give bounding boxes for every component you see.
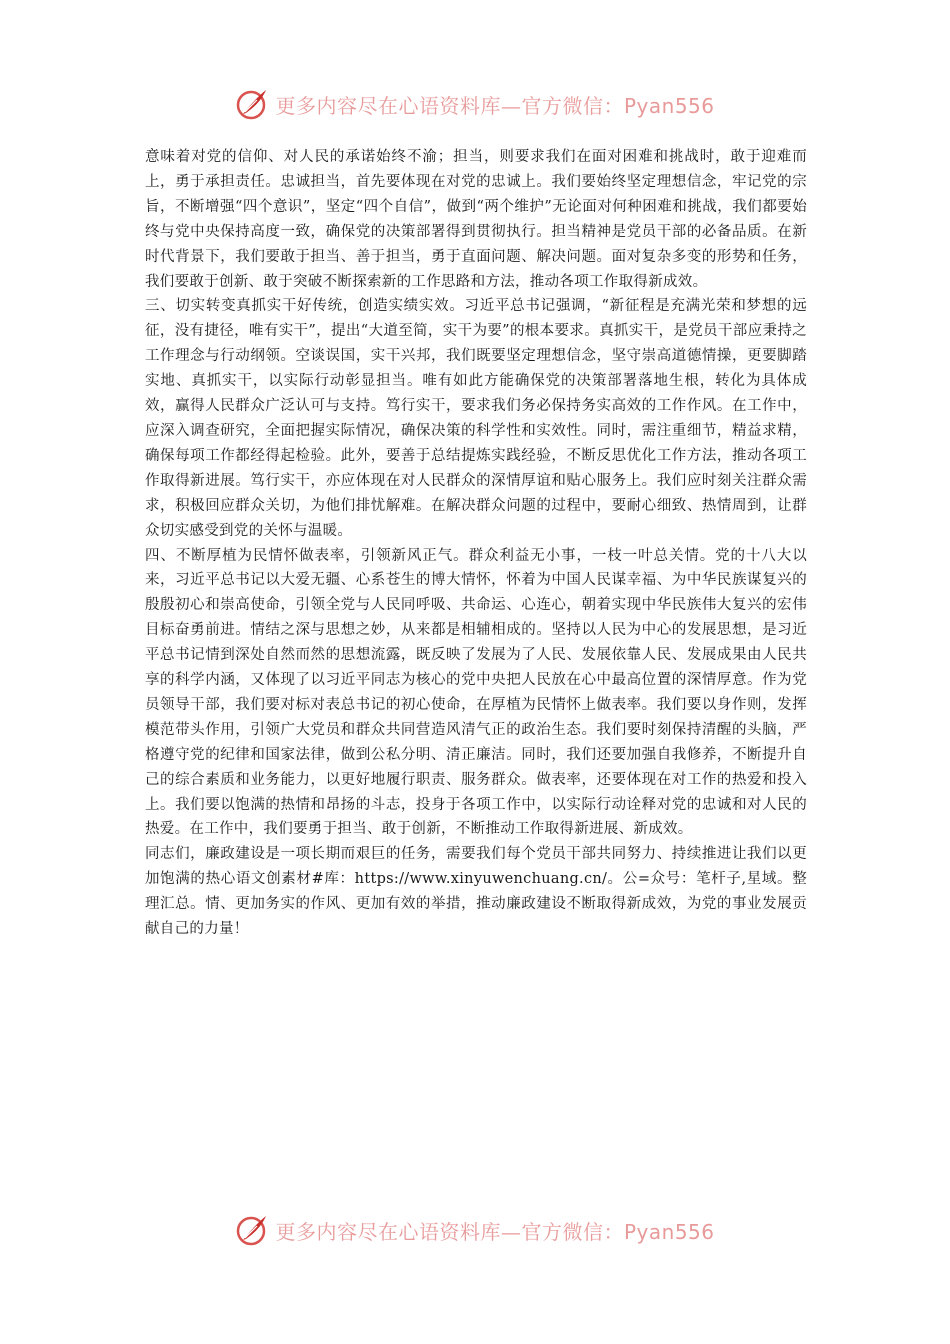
watermark-text bbox=[275, 1216, 714, 1245]
watermark-label: 更多内容尽在心语资料库—官方微信： bbox=[275, 93, 624, 118]
paragraph-section-three: 三、切实转变真抓实干好传统，创造实绩实效。习近平总书记强调，“新征程是充满光荣和梦想的远征，没有捷径，唯有实干”，提出“大道至简，实干为要”的根本要求。真抓实干，是党员干部应秉持之工作理念与行动纲领。空谈误国，实干兴邦，我们既要坚定理想信念，坚守崇高道德情操，更要脚踏实地、真抓实干，以实际行动彰显担当。唯有如此方能确保党的决策部署落地生根，转化为具体成效，赢得人民群众广泛认可与支持。笃行实干，要求我们务必保持务实高效的工作作风。在工作中，应深入调查研究，全面把握实际情况，确保决策的科学性和实效性。同时，需注重细节，精益求精，确保每项工作都经得起检验。此外，要善于总结提炼实践经验，不断反思优化工作方法，推动各项工作取得新进展。笃行实干，亦应体现在对人民群众的深情厚谊和贴心服务上。我们应时刻关注群众需求，积极回应群众关切，为他们排忧解难。在解决群众问题的过程中，要耐心细致、热情周到，让群众切实感受到党的关怀与温暖。 bbox=[145, 298, 807, 539]
footer-watermark bbox=[0, 1210, 950, 1250]
document-body bbox=[145, 145, 807, 942]
watermark-text bbox=[275, 90, 714, 119]
paragraph-section-four: 四、不断厚植为民情怀做表率，引领新风正气。群众利益无小事，一枝一叶总关情。党的十八大以来，习近平总书记以大爱无疆、心系苍生的博大情怀，怀着为中国人民谋幸福、为中华民族谋复兴的殷殷初心和崇高使命，引领全党与人民同呼吸、共命运、心连心，朝着实现中华民族伟大复兴的宏伟目标奋勇前进。情结之深与思想之妙，从来都是相辅相成的。坚持以人民为中心的发展思想，是习近平总书记情到深处自然而然的思想流露，既反映了发展为了人民、发展依靠人民、发展成果由人民共享的科学内涵，又体现了以习近平同志为核心的党中央把人民放在心中最高位置的深情厚意。作为党员领导干部，我们要对标对表总书记的初心使命，在厚植为民情怀上做表率。我们要以身作则，发挥模范带头作用，引领广大党员和群众共同营造风清气正的政治生态。我们要时刻保持清醒的头脑，严格遵守党的纪律和国家法律，做到公私分明、清正廉洁。同时，我们还要加强自我修养，不断提升自己的综合素质和业务能力，以更好地履行职责、服务群众。做表率，还要体现在对工作的热爱和投入上。我们要以饱满的热情和昂扬的斗志，投身于各项工作中，以实际行动诠释对党的忠诚和对人民的热爱。在工作中，我们要勇于担当、敢于创新，不断推动工作取得新进展、新成效。 bbox=[145, 547, 807, 838]
watermark-wechat-id: Pyan556 bbox=[623, 1219, 715, 1244]
quill-logo-icon bbox=[235, 1213, 269, 1247]
header-watermark bbox=[0, 84, 950, 124]
paragraph-closing: 同志们，廉政建设是一项长期而艰巨的任务，需要我们每个党员干部共同努力、持续推进让我们以更加饱满的热心语文创素材#库：https://www.xinyuwenchuang.cn/。公=众号：笔杆子,星域。整理汇总。情、更加务实的作风、更加有效的举措，推动廉政建设不断取得新成效，为党的事业发展贡献自己的力量！ bbox=[145, 846, 807, 938]
watermark-wechat-id: Pyan556 bbox=[623, 93, 715, 118]
watermark-label: 更多内容尽在心语资料库—官方微信： bbox=[275, 1219, 624, 1244]
quill-logo-icon bbox=[235, 87, 269, 121]
paragraph-loyalty: 意味着对党的信仰、对人民的承诺始终不渝；担当，则要求我们在面对困难和挑战时，敢于迎难而上，勇于承担责任。忠诚担当，首先要体现在对党的忠诚上。我们要始终坚定理想信念，牢记党的宗旨，不断增强“四个意识”，坚定“四个自信”，做到“两个维护”无论面对何种困难和挑战，我们都要始终与党中央保持高度一致，确保党的决策部署得到贯彻执行。担当精神是党员干部的必备品质。在新时代背景下，我们要敢于担当、善于担当，勇于直面问题、解决问题。面对复杂多变的形势和任务，我们要敢于创新、敢于突破不断探索新的工作思路和方法，推动各项工作取得新成效。 bbox=[145, 149, 807, 290]
